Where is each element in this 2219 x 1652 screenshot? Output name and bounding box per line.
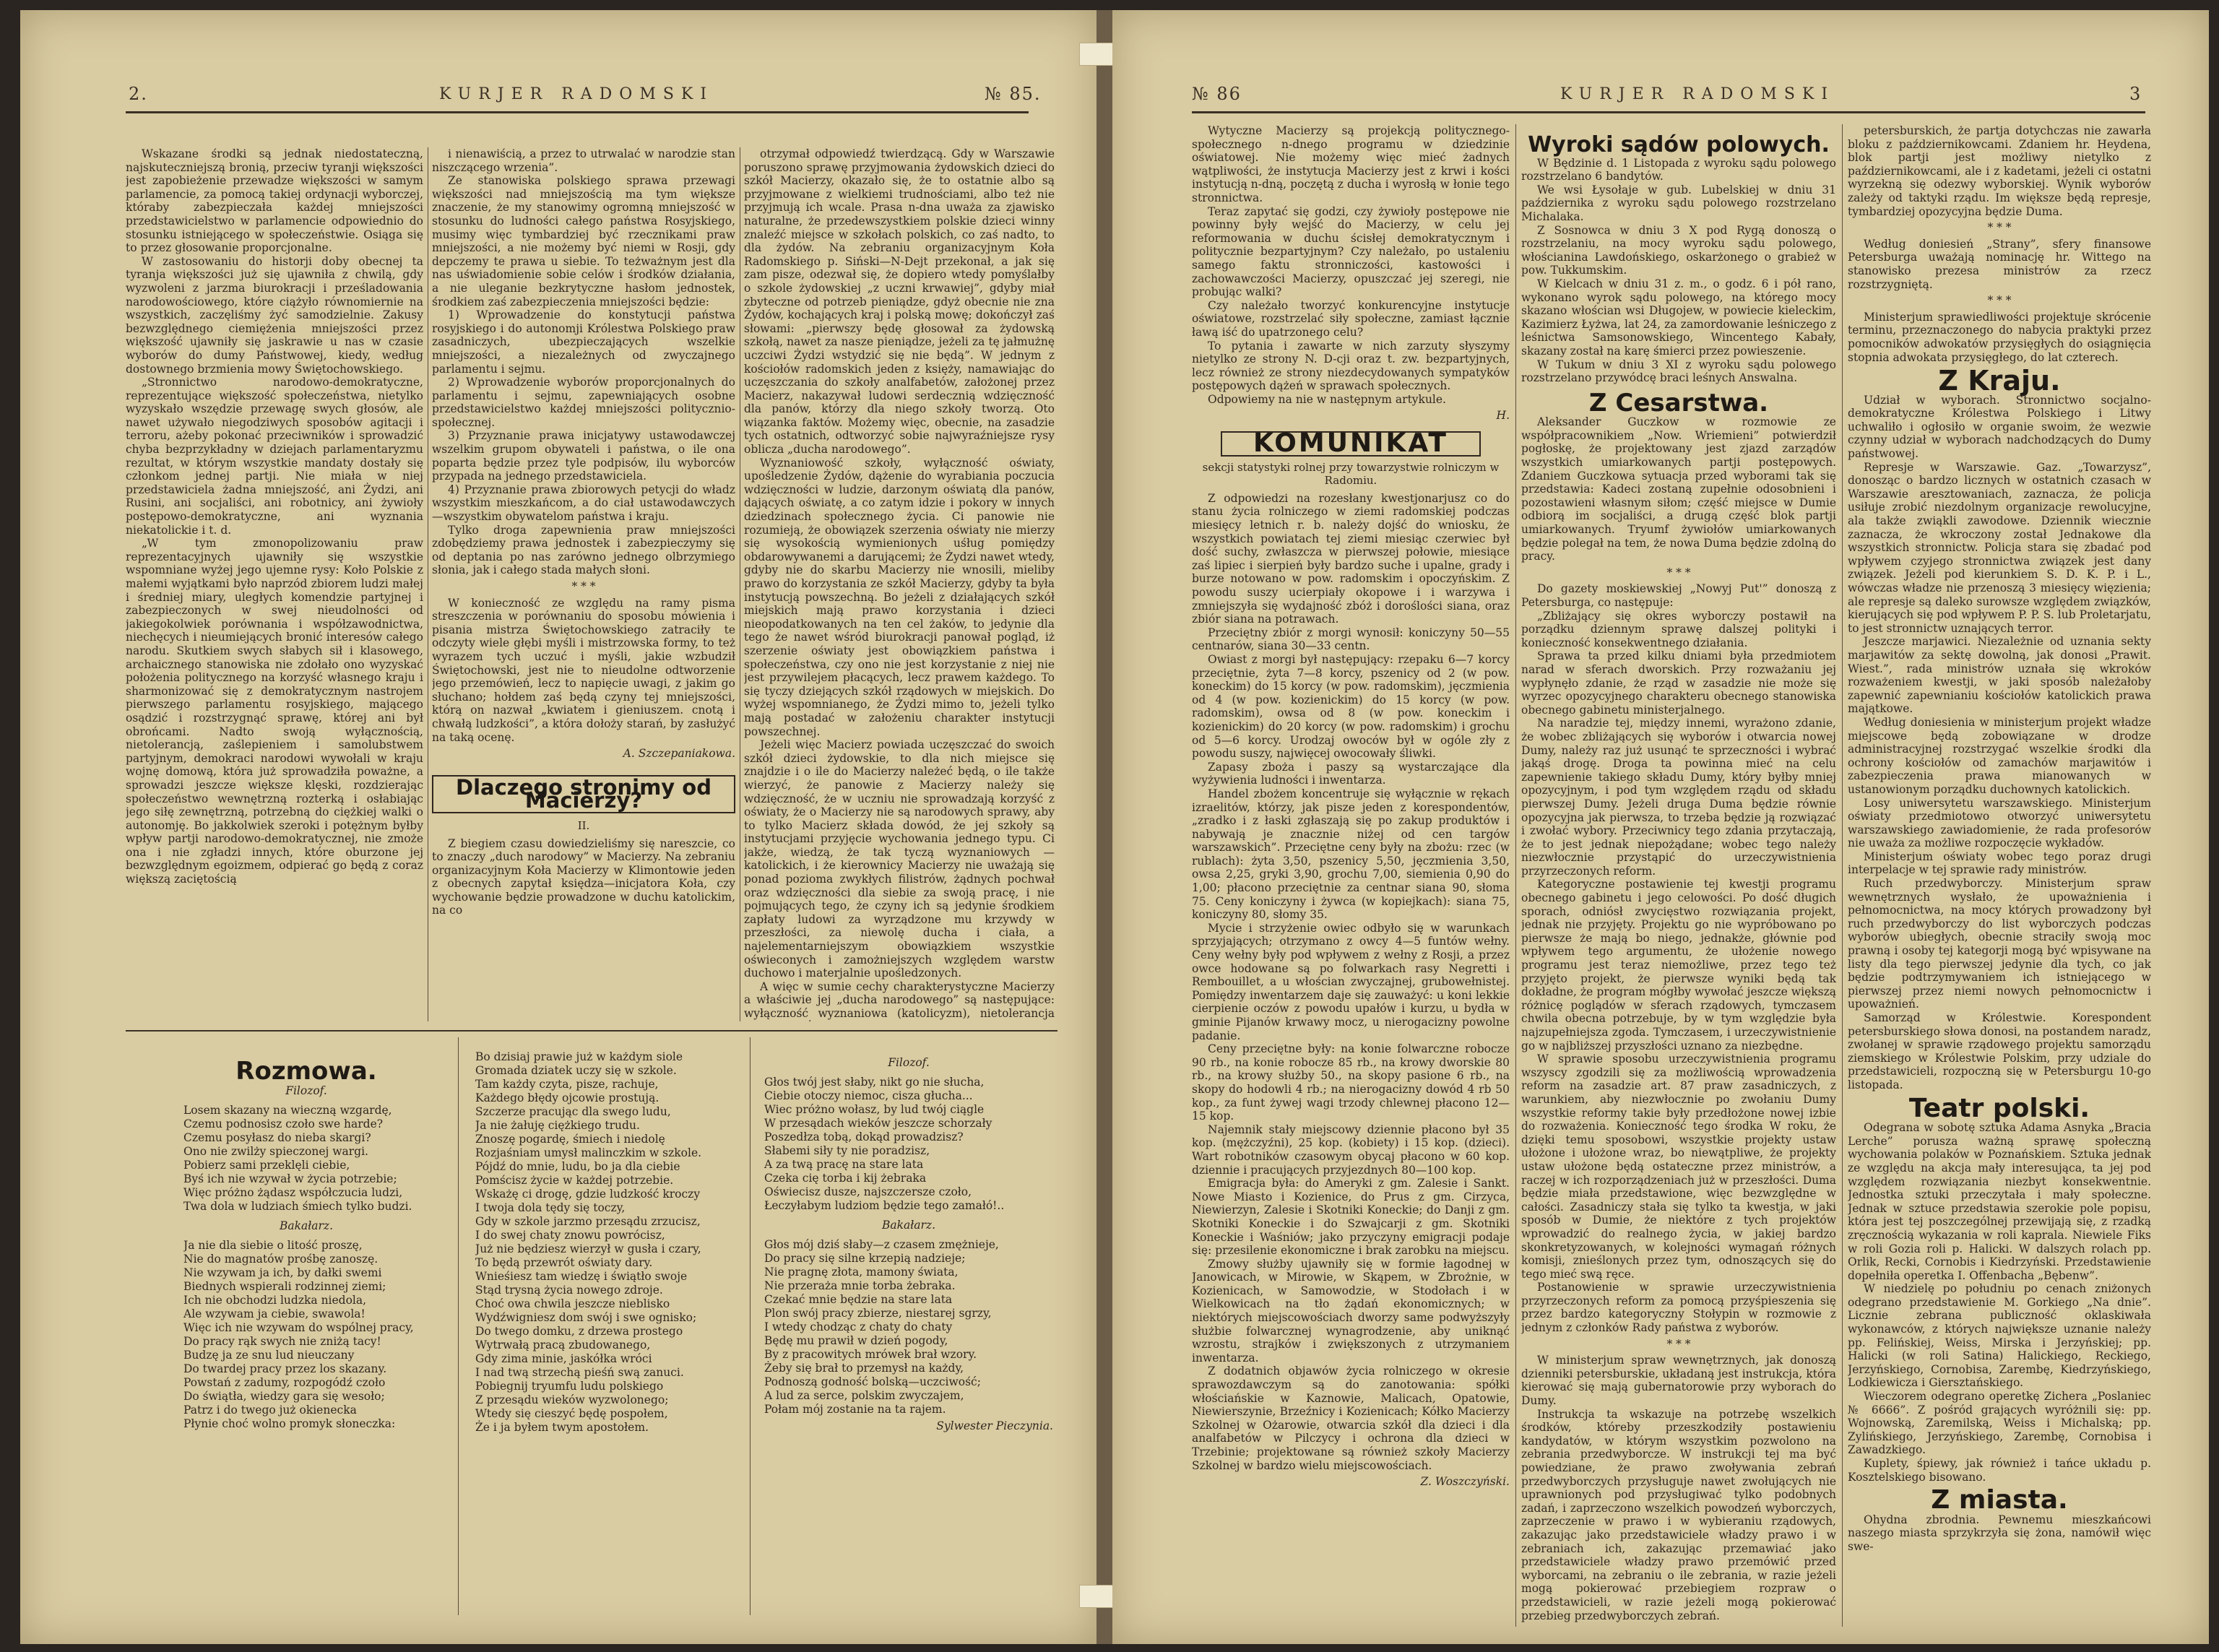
verse-line: Rozjaśniam umysł malinczkim w szkole. <box>475 1146 702 1159</box>
komunikat-title: KOMUNIKAT <box>1221 431 1481 457</box>
paragraph: W zastosowaniu do historji doby obecnej ta tyranja większości już się ujawniła z chwilą, gdy wyzwoleni z jarzma biurokracji i prześladowania narodowościowego, które ciążyło równomiernie na wszystkich, zaczęliśmy żyć samodzielnie. Zakusy bezwzględnego ciemiężenia mniejszości przez większość ujawniły się jaskrawie u nas w czasie wyborów do dumy Państwowej, kiedy, według dostownego brzmienia mowy Świętochowskiego. <box>126 254 423 376</box>
paragraph: Z biegiem czasu dowiedzieliśmy się nareszcie, co to znaczy „duch narodowy” w Macierzy. Na zebraniu organizacyjnym Koła Macierzy w Klimontowie jeden z obecnych zapytał księdza—inicjatora Koła, czy wychowanie będzie prowadzone w duchu katolickim, na co <box>432 836 735 917</box>
paragraph: Z Sosnowca w dniu 3 X pod Rygą donoszą o rozstrzelaniu, na mocy wyroku sądu polowego, włościanina Lawdońskiego, oskarżonego o grabież w pow. Tukkumskim. <box>1521 223 1836 277</box>
article-column-3 <box>1848 124 2151 1627</box>
paragraph: 2) Wprowadzenie wyborów proporcjonalnych do parlamentu i sejmu, zapewniających osobne przedstawicielstwo każdej mniejszości politycznio-społecznej. <box>432 376 735 429</box>
verse-line: Ja nie dla siebie o litość proszę, <box>183 1239 363 1252</box>
page-number: 2. <box>129 84 148 104</box>
paragraph: Ohydna zbrodnia. Pewnemu mieszkańcowi naszego miasta sprzykrzyła się żona, namówił więc swe- <box>1848 1513 2151 1553</box>
article-column-1 <box>1192 124 1510 1627</box>
verse-line: Twa dola w ludziach śmiech tylko budzi. <box>183 1200 412 1213</box>
verse-line: Wiec próżno wołasz, by lud twój ciągle <box>764 1103 985 1116</box>
verse-line: Czemu posyłasz do nieba skargi? <box>183 1131 371 1144</box>
paragraph: Zmowy służby ujawniły się w formie łagodnej w Janowicach, w Mirowie, w Skąpem, w Zbrożnie, w Kozienicach, w Samowodzie, w Stodołach i w Wielkowicach na tło żądań ekonomicznych; w niektórych miejscowościach dworzy same podwyższyły służbie folwarcznej wynagrodzenie, aby uniknąć wzrostu, strajków i zwiększonych z utrzymaniem inwentarza. <box>1192 1257 1510 1365</box>
verse-line: Ja nie żałuję ciężkiego trudu. <box>475 1119 640 1132</box>
paragraph: Wytyczne Macierzy są projekcją politycznego-społecznego n-dnego programu w dziedzinie oświatowej. Nie możemy więc mieć żadnych wątpliwości, że instytucja Macierzy jest z krwi i kości instytucją n-dną, poczętą z ducha i wyrosłą w łonie tego stronnictwa. <box>1192 124 1510 204</box>
speaker-label: Filozof. <box>888 1056 930 1069</box>
verse-line: Żeby się brał to przemysł na każdy, <box>764 1362 964 1375</box>
verse-line: Połam mój zostanie na ta rajem. <box>764 1403 946 1416</box>
section-rule <box>126 1030 1057 1032</box>
author-signature: A. Szczepaniakowa. <box>623 747 735 761</box>
paragraph: Aleksander Guczkow w rozmowie ze współpracownikiem „Now. Wriemieni” potwierdził pogłoskę, że projektowany jest zjazd zarządów wszystkich umiarkowanych partji postępowych. Zdaniem Guczkowa sytuacja przed wyborami tak się przedstawia: Kadeci zostaną zupełnie odosobnieni i pozostawieni własnym siłom; część miejsce w Dumie odbiorą im socjaliści, a drugą część blok partji umiarkowanych. Tryumf żywiołów umiarkowanych będzie polegał na tem, że nowa Duma będzie zdolną do pracy. <box>1521 415 1836 563</box>
verse-line: Ono nie zwilży spieczonej wargi. <box>183 1145 368 1158</box>
paragraph: „Zbliżający się okres wyborczy postawił na porządku dziennym sprawę dalszej polityki i konieczność konsekwentnego działania. <box>1521 609 1836 649</box>
verse-line: Będę mu prawił w dzień pogody, <box>764 1334 948 1347</box>
paragraph: Kategoryczne postawienie tej kwestji programu obecnego gabinetu i jego celowości. Po dość długich sporach, odniósł zwycięstwo rozwiązania projekt, jednak nie przyjęty. Projektu go nie wypróbowano po pierwsze że mają bo niego, jednakże, głównie pod wpływem tego argumentu, że ułożenie nowego programu jest teraz niemożliwe, przez tego też przyjęto projekt, że pierwsze wyniki będą tak dokładne, że program mógłby wywołać jeszcze większą różnicę poglądów w sferach rządowych, tymczasem chwila obecna potrzebuje, by w tym względzie była najzupełniejsza zgoda. Tymczasem, i urzeczywistnienie go w najbliższej przyszłości uznano za niezbędne. <box>1521 878 1836 1052</box>
section-heading: Z Cesarstwa. <box>1588 388 1769 418</box>
verse-line: Stąd trysną życia nowego zdroje. <box>475 1284 663 1297</box>
paragraph: W Będzinie d. 1 Listopada z wyroku sądu polowego rozstrzelano 6 bandytów. <box>1521 156 1836 183</box>
paragraph: Do gazety moskiewskiej „Nowyj Put'” donoszą z Petersburga, co następuje: <box>1521 582 1836 609</box>
paragraph: Handel zbożem koncentruje się wyłącznie w rękach izraelitów, którzy, jak pisze jeden z korespondentów, „zradko i z łaski zgłaszają się po zakup produktów i nabywają je znacznie niżej od cen targów warszawskich”. Przeciętne ceny były na zbożu: rzec (w rublach): żyta 3,50, pszenicy 5,50, jęczmienia 3,50, owsa 2,25, gryki 3,90, grochu 7,00, siemienia 0,90 do 1,00; płacono przeciętnie za centnar siana 90, słoma 75. Ceny koniczyny i żywca (w kopiejkach): siana 75, koniczyny 80, słomy 35. <box>1192 787 1510 922</box>
verse-line: Gromada dziatek uczy się w szkole. <box>475 1064 677 1077</box>
verse-line: Tam każdy czyta, pisze, rachuje, <box>475 1078 659 1091</box>
article-column-2 <box>432 147 735 1021</box>
header-rule <box>126 111 1029 113</box>
verse-line: Poszedłza tobą, dokąd prowadzisz? <box>764 1130 964 1143</box>
paragraph: Odpowiemy na nie w następnym artykule. <box>1208 392 1446 406</box>
paragraph: W ministerjum spraw wewnętrznych, jak donoszą dzienniki petersburskie, układaną jest instrukcja, która kierować się mają gubernatorowie przy wyborach do Dumy. <box>1521 1354 1836 1408</box>
header-rule <box>1192 111 2145 113</box>
verse-line: I do swej chaty znowu powrócisz, <box>475 1229 665 1242</box>
verse-line: Do świątła, wiedzy gara się wesoło; <box>183 1390 385 1403</box>
verse-line: I twoja dola tędy się toczy, <box>475 1201 626 1214</box>
verse-line: Wytrwałą pracą zbudowanego, <box>475 1339 651 1352</box>
separator-stars: * * * <box>1987 294 2012 308</box>
paragraph: Instrukcja ta wskazuje na potrzebę wszelkich środków, któreby przeszkodziły postawieniu kandydatów, w którym wszystkim pozwolono na zebrania przedwyborcze. W instrukcji tej ma być powiedziane, że prawo zwoływania zebrań przedwyborczych przysługuje nawet zwołujących nie uprawnionych pod przysługiwać tylko podobnych zadań, i zaprzeczono wszelkich powodzeń wyborczych, zaprzeczenie w prawo i w wybieraniu rządowych, zakazując jako przedstawiciele władzy prawo i w zebraniach ich, zakazując przemawiać jako przedstawiciele władzy prawo przemówić przed wyborcami, na zebraniu o ile zebrania, w razie jeżeli mogą pokierować przebiegiem rozpraw o przedstawicieli, w razie jeżeli mogą pokierować przebieg przedwyborczych zebrań. <box>1521 1407 1836 1622</box>
verse-line: Płynie choć wolno promyk słoneczka: <box>183 1417 396 1430</box>
paragraph: Wieczorem odegrano operetkę Zichera „Poslaniec № 6666”. Z pośród grających wyróżnili się: pp. Wojnowską, Zaremilską, Weiss i Michalską; pp. Zylińskiego, Jerzyńskiego, Zarembę, Cornobisa i Zawadzkiego. <box>1848 1390 2151 1457</box>
paragraph: Zapasy zboża i paszy są wystarczające dla wyżywienia ludności i inwentarza. <box>1192 760 1510 787</box>
paragraph: Odegrana w sobotę sztuka Adama Asnyka „Bracia Lerche” porusza ważną sprawę społeczną wychowania polaków w Poznańskiem. Sztuka jednak ze względu na akcja mały interesująca, ta jej pod względem rozwiązania niezbyt konsekwentnie. Jednostka sztuki przeczytała i mały społeczne. Jednak w sztuce przedstawia szerokie pole popisu, która jest tej poszczególnej przewijają się, z rzadką zręcznością wykazania w roli kaprala. Niewiele Fiks w roli Gozia roli p. Halicki. W dalszych rolach pp. Orlik, Recki, Cornobis i Kiedrzyński. Przedstawienie dopełniła operetka I. Offenbacha „Bębenw”. <box>1848 1121 2151 1282</box>
paragraph: W niedzielę po południu po cenach zniżonych odegrano przedstawienie M. Gorkiego „Na dnie”. Licznie zebrana publiczność oklaskiwała wykonawców, z których największe uznanie należy pp. Felińskiej, Weiss, Mirska i Jerzyńskiej; pp. Halicki (w roli Satina) Halickiego, Reckiego, Jerzyńskiego, Cornobisa, Zarembę, Kiedrzyńskiego, Lodkiewicza i Giersztańskiego. <box>1848 1282 2151 1390</box>
article-title: Dlaczego stronimy od Macierzy? <box>432 775 735 813</box>
paragraph: petersburskich, że partja dotychczas nie zawarła bloku z październikowcami. Zdaniem hr. Heydena, blok partji jest możliwy nietylko z październikowcami, ale i z kadetami, jeżeli ci ostatni wyrzekną się odezwy wyborskiej. Wynik wyborów zależy od taktyki rządu. Im większe będą represje, tymbardziej opozycyjna będzie Duma. <box>1848 124 2151 218</box>
paragraph: Czy należało tworzyć konkurencyjne instytucje oświatowe, rozstrzelać siły społeczne, zamiast łącznie ławą iść do upatrzonego celu? <box>1192 298 1510 339</box>
paragraph: Postanowienie w sprawie urzeczywistnienia przyrzeczonych reform za pomocą przyśpieszenia się przez bardzo kategoryczny Stołypin w rozmowie z jednym z członków Rady państwa z wyborów. <box>1521 1281 1836 1335</box>
paragraph: Ruch przedwyborczy. Ministerjum spraw wewnętrznych wysłało, że upoważnienia i pełnomocnictwa, na mocy których prowadzony był ruch przedwyborczy do list wyborczych podczas wyborów ubiegłych, obecnie straciły swoją moc prawną i osoby tej kategorji mogą być wpisywane na listy dla tego pierwszej jedynie dla tych, co jak będzie podtrzymywaniem ich istniejącego w pierwszej przez niemi nowych pełnomocnictw i upoważnień. <box>1848 877 2151 1011</box>
verse-line: Nie pragnę złota, mamony świata, <box>764 1266 959 1279</box>
masthead: KURJER RADOMSKI <box>1560 85 1835 103</box>
separator-stars: * * * <box>1987 221 2012 235</box>
paragraph: W Kielcach w dniu 31 z. m., o godz. 6 i pół rano, wykonano wyrok sądu polowego, na którego mocy skazano włościan wsi Długojew, w powiecie kieleckim, Kazimierz Łyżwa, lat 24, za zamordowanie leśniczego z leśnictwa Samsonowskiego, Wincentego Kabały, skazany został na karę śmierci przez powieszenie. <box>1521 277 1836 358</box>
verse-line: W przesądach wieków jeszcze schorzały <box>764 1117 992 1130</box>
left-page <box>20 10 1096 1644</box>
verse-line: Nie do magnatów prośbę zanoszę. <box>183 1253 379 1266</box>
issue-number: № 85. <box>985 84 1042 104</box>
paragraph: Z dodatnich objawów życia rolniczego w okresie sprawozdawczym są do zanotowania: spółki włościańskie w Kaznowie, Malicach, Opatowie, Niewierszynie, Brzeźnicy i Kozienicach; Kółko Macierzy Szkolnej w Ożarowie, otwarcia szkół dla dzieci i dla analfabetów w Pilczycy i ochrona dla dzieci w Trzebinie; projektowane są również szkoły Macierzy Szkolnej w bardzo wielu miejscowościach. <box>1192 1365 1510 1472</box>
page-number: 3 <box>2129 84 2142 104</box>
article-column-2 <box>1521 124 1836 1627</box>
verse-line: Łeczyłabym ludziom będzie tego zamałó!.. <box>764 1199 1005 1212</box>
poem-title: Rozmowa. <box>235 1057 377 1086</box>
verse-line: Plon swój pracy zbierze, niestarej sgrzy, <box>764 1307 992 1320</box>
issue-number: № 86 <box>1192 84 1242 104</box>
paragraph: Ministerjum oświaty wobec tego poraz drugi interpelacje w tej sprawie rady ministrów. <box>1848 849 2151 877</box>
verse-line: Do twardej pracy przez los skazany. <box>183 1362 387 1375</box>
verse-line: Ich nie obchodzi ludzka niedola, <box>183 1294 367 1307</box>
verse-line: I wtedy chodząc z chaty do chaty <box>764 1320 953 1333</box>
section-heading: Z Kraju. <box>1938 365 2061 397</box>
paragraph: Z odpowiedzi na rozesłany kwestjonarjusz co do stanu życia rolniczego w ziemi radomskiej podczas miesięcy letnich r. b. należy dojść do wniosku, że wszystkich powiatach tej ziemi miesiąc czerwiec był dość suchy, zwłaszcza w pierwszej połowie, miesiące zaś lipiec i sierpień były bardzo suche i upalne, grady i burze notowano w pow. radomskim i opoczyńskim. Z powodu suszy ucierpiały okopowe i i warzywa i zmniejszyła się wydajność zbóż i doroślości siana, oraz zbiór siana na potrawach. <box>1192 491 1510 626</box>
speaker-label: Bakałarz. <box>881 1219 936 1232</box>
paragraph: Ze stanowiska polskiego sprawa przewagi większości nad mniejszością ma tym większe znaczenie, że my stanowimy ogromną mniejszość w stosunku do ludności całego państwa Rosyjskiego, musimy więc tymbardziej być rzecznikami praw mniejszości, a nie możemy być niemi w Rosji, gdy depczemy te prawa u siebie. To teżważnym jest dla nas uświadomienie sobie celów i środków działania, a nie uleganie bezkrytyczne hasłom jednostek, środkiem zaś zabezpieczenia mniejszości będzie: <box>432 174 735 308</box>
verse-line: Gdy w szkole jarzmo przesądu zrzucisz, <box>475 1215 701 1228</box>
verse-line: Byś ich nie wzywał w życia potrzebie; <box>183 1172 397 1185</box>
verse-line: Ciebie otoczy niemoc, cisza głucha... <box>764 1089 973 1102</box>
paragraph: Przeciętny zbiór z morgi wynosił: koniczyny 50—55 centnarów, siana 30—33 centn. <box>1192 626 1510 653</box>
verse-line: Powstań z zadumy, rozpogódź czoło <box>183 1376 386 1389</box>
verse-line: Wtedy się cieszyć będę pospołem, <box>475 1407 668 1420</box>
newspaper-spread <box>20 10 2209 1644</box>
separator-stars: * * * <box>1666 1337 1691 1351</box>
column-rule <box>458 1037 459 1615</box>
paragraph: Losy uniwersytetu warszawskiego. Ministerjum oświaty przedmiotowo otworzyć uniwersytetu warszawskiego zawiadomienie, że rada profesorów nie uważa za możliwe rozpoczęcie wykładów. <box>1848 796 2151 850</box>
paragraph: „Stronnictwo narodowo-demokratyczne, reprezentujące większość społeczeństwa, nietylko wyzyskało wszędzie przewagę swych głosów, ale nawet używało niegodziwych sposobów agitacji i terroru, ażeby pokonać przeciwników i sprowadzić chyba bezprzykładny w dziejach parlamentaryzmu rezultat, w którym wszystkie mandaty dostały się członkom jednej partji. Nie miała w niej przedstawiciela żadna mniejszość, ani Żydzi, ani Rusini, ani socjaliści, ani robotnicy, ani żywioły postępowo-demokratyczne, ani wyznania niekatolickie i t. d. <box>126 376 423 537</box>
paragraph: Kuplety, śpiewy, jak również i tańce układu p. Kosztelskiego bisowano. <box>1848 1457 2151 1484</box>
verse-line: Już nie będziesz wierzył w gusła i czary, <box>475 1242 701 1255</box>
verse-line: To będą przewrót oświaty dary. <box>475 1256 653 1269</box>
section-heading: Z miasta. <box>1931 1485 2068 1515</box>
author-signature: H. <box>1496 409 1510 423</box>
paragraph: Wskazane środki są jednak niedostateczną, najskuteczniejszą bronią, przeciw tyranji większości jest zapobieżenie przewadze większości w samym parlamencie, za pomocą takiej ordynacji wyborczej, któraby zabezpieczała każdej mniejszości przedstawicielstwo w parlamencie odpowiednio do stosunku istniejącego w społeczeństwie. Osiąga się to przez głosowanie proporcjonalne. <box>126 147 423 255</box>
verse-line: Szczerze pracując dla swego ludu, <box>475 1105 671 1118</box>
speaker-label: Bakałarz. <box>279 1219 334 1232</box>
verse-line: Bo dzisiaj prawie już w każdym siole <box>475 1050 683 1063</box>
verse-line: Choć owa chwila jeszcze nieblisko <box>475 1297 670 1310</box>
column-rule <box>750 1037 751 1615</box>
paragraph: Udział w wyborach. Stronnictwo socjalno-demokratyczne Królestwa Polskiego i Litwy uchwaliło i ogłosiło w organie swoim, że wezwie czynny udział w wyborach nadchodzących do Dumy państwowej. <box>1848 393 2151 461</box>
verse-line: Gdy zima minie, jaskółka wróci <box>475 1352 652 1365</box>
separator-stars: * * * <box>571 580 596 593</box>
verse-line: Wnieśiesz tam wiedzę i świątło swoje <box>475 1270 688 1283</box>
verse-line: Znoszę pogardę, śmiech i niedolę <box>475 1133 665 1146</box>
paragraph: i nienawiścią, a przez to utrwalać w narodzie stan niszczącego wrzenia”. <box>432 147 735 174</box>
verse-line: Budzę ja ze snu lud nieuczany <box>183 1349 355 1362</box>
verse-line: Pomścisz życie w każdej potrzebie. <box>475 1174 674 1187</box>
paragraph: W konieczność ze względu na ramy pisma streszczenia w porównaniu do sposobu mówienia i pisania mistrza Świętochowskiego zatraciły te odczyty wiele głębi myśli i mistrzowska formy, to też wyrazem tych uczuć i myśli, jakie wzbudził Świętochowski, jest nie to nieudolne odtworzenie jego przemówień, lecz to napięcie uwagi, z jakim go słuchano; hołdem zaś będą czyny tej mniejszości, którą on nazwał „kwiatem i gieniuszem. cnotą i chwałą ludzkości”, a która dołoży starań, by zasłużyć na taką ocenę. <box>432 596 735 744</box>
verse-line: I nad twą strzechą pieśń swą zanuci. <box>475 1366 684 1379</box>
verse-line: Czekać mnie będzie na stare lata <box>764 1293 953 1306</box>
binding-tape <box>1079 1585 1114 1608</box>
paragraph: Jeszcze marjawici. Niezależnie od uznania sekty marjawitów za sektę dowolną, jak donosi „Prawit. Wiest.”, rada ministrów uznała się wkroków rozważeniem kwestji, w jaki sposób należałoby zapewnić zapewnianiu kościołów katolickich prawa majątkowe. <box>1848 635 2151 716</box>
verse-line: Pójdź do mnie, ludu, bo ja dla ciebie <box>475 1160 680 1173</box>
poem-column-1 <box>183 1043 429 1621</box>
binding-tape <box>1079 43 1114 66</box>
verse-line: A za twą pracę na stare lata <box>764 1158 924 1171</box>
column-rule <box>1842 124 1843 1627</box>
verse-line: Pobierz sami przeklęli ciebie, <box>183 1159 350 1172</box>
verse-line: Czemu podnosisz czoło swe harde? <box>183 1117 384 1130</box>
paragraph: W sprawie sposobu urzeczywistnienia programu wszyscy zgodzili się za możliwością wprowadzenia reform na zasadzie art. 87 praw zasadniczych, z warunkiem, aby niezwłocznie po zwołaniu Dumy wszystkie reformy takie były przedłożone nowej izbie do rozważenia. Konieczność tego środka W roku, że dzięki temu sposobowi, wszystkie projekty ustaw ułożone i ułożone wraz, bo niewątpliwe, że projekty ustaw ułożone będą ostateczne przez ministrów, a raczej w ich rozporządzeniach już w przeszłości. Duma będzie miała przedstawione, więc bezwzględne w całości. Zasadniczy stała się tylko ta kwestja, w jaki sposób w Dumie, że niektóre z tych projektów wprowadzić do realnego życia, w jakiej bardzo skonkretyzowanych, w kolejności wymagań różnych komisji, znieślonych przez tym, odnoszących się do tego mieć swą ręce. <box>1521 1052 1836 1281</box>
paragraph: Najemnik stały miejscowy dziennie płacono był 35 kop. (mężczyźni), 25 kop. (kobiety) i 15 kop. (dzieci). Wart robotników czasowym obycaj płacono w 60 kop. dziennie i pracujących przyjezdnych 80—100 kop. <box>1192 1123 1510 1177</box>
verse-line: Do twego domku, z drzewa prostego <box>475 1325 683 1338</box>
paragraph: otrzymał odpowiedź twierdzącą. Gdy w Warszawie poruszono sprawę przyjmowania żydowskich dzieci do szkół Macierzy, okazało się, że to ostatnie albo są przyjmowane z wielkiemi trudnościami, albo też nie przyjmują ich wcale. Prasa n-dna uważa za zjawisko naturalne, że przedewszystkiem polskie dzieci winny znaleźć miejsce w szkołach polskich, co zaś nadto, to dla żydów. Na zebraniu organizacyjnym Koła Radomskiego p. Siński—N-Dejt przekonał, a jak się zam pisze, odezwał się, że dopiero wtedy pomyślałby o szkole żydowskiej „z uczni krwawiej”, gdyby miał zbyteczne od potrzeb pieniądze, gdyż obecnie nie zna Żydów, kochających kraj i polską mowę; dokończył zaś słowami: „pierwszy będę głosował za żydowską szkołą, nawet za nasze pieniądze, jeżeli za tę jałmużnę uczciwi Żydzi wstydzić się nie będą”. W jednym z kościołów radomskich jeden z księży, namawiając do uczęszczania do szkoły analfabetów, założonej przez Macierz, nakazywał ludowi serdecznią wdzięczność dla panów, którzy dla niego szkoły tworzą. Oto wiązanka faktów. Możemy więc, obecnie, na zasadzie tych ostatnich, odtworzyć sobie najwyraźniejsze rysy oblicza „ducha narodowego”. <box>744 147 1055 457</box>
verse-line: Biednych wspierali rodzinnej ziemi; <box>183 1280 386 1293</box>
paragraph: Teraz zapytać się godzi, czy żywioły postępowe nie powinny były wejść do Macierzy, w celu jej reformowania w duchu ścisłej demokratycznym i politycznie bezpartyjnym? Czy należało, po ustaleniu samego faktu stronniczości, kastowości i zachowawczości Macierzy, opuszczać jej szeregi, nie probując walki? <box>1192 204 1510 299</box>
paragraph: Mycie i strzyżenie owiec odbyło się w warunkach sprzyjających; otrzymano z owcy 4—5 funtów wełny. Ceny wełny były pod wpływem z wełny z Rosji, a przez owce hodowane są po folwarkach rasy Negretti i Rembouillet, a u włościan zwyczajnej, grubowełnistej. Pomiędzy inwentarzem daje się zauważyć: u koni lekkie cierpienie oczów z powodu upałów i kurzu, u bydła w gminie Pijanów krwawy mocz, u nierogacizny powolne padanie. <box>1192 921 1510 1042</box>
verse-line: Nie wzywam ja ich, by dałki swemi <box>183 1266 382 1279</box>
paragraph: Jeżeli więc Macierz powiada uczęszczać do swoich szkół dzieci żydowskie, to dla nich miejsce się znajdzie i o ile do Macierzy należeć będą, o ile także wierzyć, że panowie z Macierzy należy się wdzięczność, że w uczniu nie sprowadzają korzyść z oświaty, że o Macierzy nie są narodowych sprawy, aby to tylko Macierz składa dowód, że jej szkoły są instytucjami przyjęcie wychowania jednego typu. Ci jakże, wiedzą, że tak tyczą wyznaniowych — katolickich, i że kierownicy Macierzy nie uważają się ponad pozioma zwykłych filistrów, żądnych pochwał oraz wdzięczności dla siebie za swoją pracę, i nie pojmujących tego, że czyny ich są jedynie środkiem zapłaty ludowi za wyrządzone mu krzywdy w przeszłości, za niewolę ducha i ciała, a najelementarniejszym obowiązkiem wszystkie oświeconych i zamożniejszych względem warstw duchowo i materjalnie upośledzonych. <box>744 738 1055 980</box>
paragraph: Owiast z morgi był następujący: rzepaku 6—7 korcy przeciętnie, żyta 7—8 korcy, pszenicy od 2 (w pow. koneckim) do 15 korcy (w pow. radomskim), jęczmienia od 4 (w pow. kozienickim) do 15 korcy (w pow. radomskim), owsa od 8 (w pow. koneckim i kozienickim) do 20 korcy (w pow. radomskim) i grochu od 5—6 korcy. Urodzaj owoców był w ogóle zły z powodu suszy, najwięcej owocowały śliwki. <box>1192 652 1510 761</box>
verse-line: By z pracowitych mrówek brał wzory. <box>764 1348 977 1361</box>
masthead: KURJER RADOMSKI <box>439 85 714 103</box>
paragraph: Według doniesienia w ministerjum projekt władze miejscowe będą zobowiązane w drodze administracyjnej rozstrzygać wszelkie środki dla ochrony kościołów od zamachów marjawitów i zabezpieczenia prawa mianowanych w ustanowionym porządku duchownych katolickich. <box>1848 715 2151 796</box>
paragraph: 3) Przyznanie prawa inicjatywy ustawodawczej wszelkim grupom obywateli i państwa, o ile ona poparta będzie przez tyle podpisów, ilu wyborców przypada na jednego przedstawiciela. <box>432 429 735 483</box>
verse-line: Więc próżno żądasz współczucia ludzi, <box>183 1186 403 1199</box>
article-column-1 <box>126 147 423 1021</box>
paragraph: Ministerjum sprawiedliwości projektuje skrócenie terminu, przeznaczonego do nabycia praktyki przez pomocników adwokatów przysięgłych do osiągnięcia stopnia adwokata przysięgłego, do lat czterech. <box>1848 310 2151 364</box>
section-heading: Wyroki sądów polowych. <box>1528 132 1830 157</box>
verse-line: Więc ich nie wzywam do wspólnej pracy, <box>183 1321 414 1334</box>
verse-line: Nie przeraża mnie torba żebraka. <box>764 1279 956 1292</box>
verse-line: Patrz i do twego już okienecka <box>183 1404 357 1417</box>
verse-line: Do pracy rąk swych nie zniżą tacy! <box>183 1335 381 1348</box>
paragraph: We wsi Łysołaje w gub. Lubelskiej w dniu 31 października z wyroku sądu polowego rozstrzelano Michalaka. <box>1521 183 1836 223</box>
verse-line: A lud za serce, polskim zwyczajem, <box>764 1389 964 1402</box>
verse-line: Że i ja byłem twym apostołem. <box>475 1421 649 1434</box>
paragraph: Wyznaniowość szkoły, wyłączność oświaty, upośledzenie Żydów, dążenie do wyrabiania poczucia wdzięczności w ludzie, darzonym oświatą dla panów, dających oświatę, a co zatym idzie i pokory w innych dziedzinach społecznego życia. Ci panowie nie rozumieją, że obowiązek szerzenia oświaty nie mierzy się wysokością wymienionych uśług pomiędzy obdarowywanemi a darującemi; że Żydzi nawet wtedy, gdyby nie do skarbu Macierzy nie wnosili, mieliby prawo do korzystania ze szkół Macierzy, gdyby ta była instytucją powszechną. Bo jeżeli z działających szkół miejskich mają prawo korzystania i dzieci nieopodatkowanych na ten cel żaków, to jedynie dla tego że nawet wśród biurokracji panował pogląd, iż szerzenie oświaty jest obowiązkiem państwa i społeczeństwa, czy ono nie jest korzystanie z niej nie jest przywilejem płacących, lecz prawem każdego. To się tyczy dziejących szkół rządowych w miejskich. Do wyżej wspomnianego, że Żydzi mimo to, jeżeli tylko mają postadać w założeniu charakter instytucji powszechnej. <box>744 456 1055 738</box>
verse-line: Głos mój dziś słaby—z czasem zmężnieje, <box>764 1238 999 1251</box>
paragraph: 4) Przyznanie prawa zbiorowych petycji do władz wszystkim mieszkańcom, a do ciał ustawodawczych—wszystkim obywatelom państwa i kraju. <box>432 483 735 524</box>
poem-column-3 <box>764 1050 1053 1621</box>
article-part: II. <box>577 818 590 832</box>
paragraph: „W tym zmonopolizowaniu praw reprezentacyjnych ujawniły się wszystkie wspomniane wyżej jego ujemne rysy: Koło Polskie z małemi wyjątkami było naprzód zbiorem ludzi małej i średniej miary, uległych komendzie partyjnej i zabezpieczonych w swej nieudolności od jakiegokolwiek porównania i współzawodnictwa, niechęcych i nieumiejących bronić interesów całego narodu. Skutkiem swych słabych sił i klasowego, archaicznego stanowiska nie zdołało ono wyzyskać położenia politycznego na korzyść własnego kraju i sharmonizować się z demokratycznym nastrojem pierwszego parlamentu rosyjskiego, mającego osądzić i rozstrzygnąć sprawę, której ani był obrońcami. Nadto swoją wyłącznością, nietolerancją, zaślepieniem i samolubstwem partyjnym, demokraci narodowi wywołali w kraju wojnę domową, która już sprowadziła poważne, a sprowadzi jeszcze większe klęski, rozdzierając społeczeństwo wewnętrzną rozterką i osłabiając jego siłę zewnętrzną, potrzebną do ciężkiej walki o autonomję. Bo jakkolwiek szeroki i potężnym byłby wpływ partji narodowo-demokratycznej, nie zmoże ona i nie zgładzi innych, które oburzone jej bezwzględnym egoizmem, odpierać go będą z coraz większą zaciętością <box>126 537 423 886</box>
section-heading: Teatr polski. <box>1908 1093 2090 1123</box>
column-rule <box>1515 124 1516 1627</box>
verse-line: Z przesądu wieków wyzwolonego; <box>475 1393 669 1406</box>
komunikat-subtitle: sekcji statystyki rolnej przy towarzystwie rolniczym w Radomiu. <box>1202 460 1500 488</box>
paragraph: Według doniesień „Strany”, sfery finansowe Petersburga uważają nominację hr. Wittego na stanowisko prezesa ministrów za rzecz rozstrzygniętą. <box>1848 237 2151 291</box>
verse-line: Do pracy się silne krzepią nadzieje; <box>764 1252 966 1265</box>
paragraph: Represje w Warszawie. Gaz. „Towarzysz”, donosząc o bardzo licznych w ostatnich czasach w Warszawie aresztowaniach, zaznacza, że policja usiłuje zrobić niezdolnym organizacje rewolucyjne, ala także zwiąkli zawodowe. Dziennik wiecznie zaznacza, że wkroczony został Jednakowe dla wszystkich stronnictw. Policja stara się zbadać pod wpływem czyjego stronnictwa związek jest dany związek. Jeżeli pod kierunkiem S. D. K. P. i L., wówczas władze nie przenoszą 3 miesięcy więzienia; ale represje są daleko surowsze względem związków, kierujących się pod wpływem P. P. S. lub Proletarjatu, to jest stronnictw uznających terror. <box>1848 460 2151 635</box>
verse-line: Ale wzywam ja ciebie, swawola! <box>183 1307 365 1320</box>
paragraph: A więc w sumie cechy charakterystyczne Macierzy a właściwie jej „ducha narodowego” są następujące: wyłączność wyznaniowa (katolicyzm), nietolerancja <box>744 979 1055 1020</box>
poem-column-2 <box>475 1050 735 1621</box>
paragraph: To pytania i zawarte w nich zarzuty słyszymy nietylko ze strony N. D-cji oraz t. zw. bezpartyjnych, lecz również ze strony niezdecydowanych sympatyków postępowych dążeń w sprawach społecznych. <box>1192 339 1510 393</box>
paragraph: 1) Wprowadzenie do konstytucji państwa rosyjskiego i do autonomji Królestwa Polskiego praw zasadniczych, ubezpieczających wszelkie mniejszości, a niezależnych od zwyczajnego parlamentu i sejmu. <box>432 308 735 376</box>
paragraph: Sprawa ta przed kilku dniami była przedmiotem narad w sferach dworskich. Przy rozważaniu jej wypłynęło zdanie, że rząd w zasadzie nie może się wyrzec opozycyjnego charakteru obecnego stanowiska obecnego gabinetu ministerjalnego. <box>1521 649 1836 717</box>
paragraph: Ceny przeciętne były: na konie folwarczne robocze 90 rb., na konie robocze 85 rb., na krowy dworskie 80 rb., na krowy służby 50., na skopy pasione 6 rb., na skopy do hodowli 4 rb.; na nierogacizny dowód 4 rb 50 kop., za funt żywej wagi trzody chlewnej płacono 12—15 kop. <box>1192 1042 1510 1123</box>
verse-line: Wskażę ci drogę, gdzie ludzkość kroczy <box>475 1188 701 1201</box>
verse-line: Głos twój jest słaby, nikt go nie słucha, <box>764 1076 985 1089</box>
speaker-label: Filozof. <box>285 1084 327 1097</box>
verse-line: Pobiegnij tryumfu ludu polskiego <box>475 1380 664 1393</box>
verse-line: Każdego błędy ojcowie prostują. <box>475 1091 659 1104</box>
verse-line: Oświecisz dusze, najszczersze czoło, <box>764 1185 972 1198</box>
verse-line: Czeka cię torba i kij żebraka <box>764 1172 927 1185</box>
separator-stars <box>1521 1625 1836 1627</box>
article-column-3 <box>744 147 1055 1021</box>
paragraph: W Tukum w dniu 3 XI z wyroku sądu polowego rozstrzelano przywódcę braci leśnych Answalna. <box>1521 358 1836 385</box>
verse-line: Słabemi siły ty nie poradzisz, <box>764 1144 930 1157</box>
verse-line: Losem skazany na wieczną wzgardę, <box>183 1104 392 1117</box>
paragraph: Samorząd w Królestwie. Korespondent petersburskiego słowa donosi, na postandem naradz, zwołanej w sprawie rządowego projektu samorządu ziemskiego w Królestwie Polskim, przy udziale do przedstawicieli, rozpoczną się w Petersburgu 10-go listopada. <box>1848 1011 2151 1091</box>
paragraph: Tylko droga zapewnienia praw mniejszości zdobędziemy prawa jednostek i zabezpieczymy się od deptania po nas zarówno jednego olbrzymiego słonia, jak i całego stada małych słoni. <box>432 523 735 577</box>
verse-line: Wydźwigniesz dom swój i swe ognisko; <box>475 1311 697 1324</box>
paragraph: Na naradzie tej, między innemi, wyrażono zdanie, że wobec zbliżających się wyborów i otwarcia nowej Dumy, należy raz już usunąć te sprzeczności i wybrać jakąś drogę. Droga ta powinna mieć na celu zapewnienie takiego składu Dumy, który byłby mniej opozycyjnym, i pod tym względem rządu od składu pierwszej Dumy. Jeżeli druga Duma będzie równie opozycyjna jak pierwsza, to trzeba będzie ją rozwiązać i zwołać wybory. Przeciwnicy tego zdania przytaczają, że to jest jednak niepożądane; wobec tego należy niezwłocznie przystąpić do urzeczywistnienia przyrzeczonych reform. <box>1521 717 1836 878</box>
author-signature: Z. Woszczyński. <box>1420 1475 1510 1489</box>
separator-stars: * * * <box>1666 566 1691 579</box>
right-page <box>1112 10 2209 1644</box>
author-signature: Sylwester Pieczynia. <box>936 1419 1053 1432</box>
verse-line: Podnoszą godność bolską—uczciwość; <box>764 1375 981 1388</box>
binding-gutter <box>1096 10 1112 1644</box>
paragraph: Emigracja była: do Ameryki z gm. Zalesie i Sankt. Nowe Miasto i Kozienice, do Prus z gm. Cirzyca, Niewierzyn, Zalesie i Skotniki Koneckie; do Danji z gm. Skotniki Koneckie i do Szwajcarji z gm. Skotniki Koneckie i Waśniów; jako przyczyny emigracji podaje się: przesilenie ekonomiczne i brak zarobku na miejscu. <box>1192 1177 1510 1258</box>
